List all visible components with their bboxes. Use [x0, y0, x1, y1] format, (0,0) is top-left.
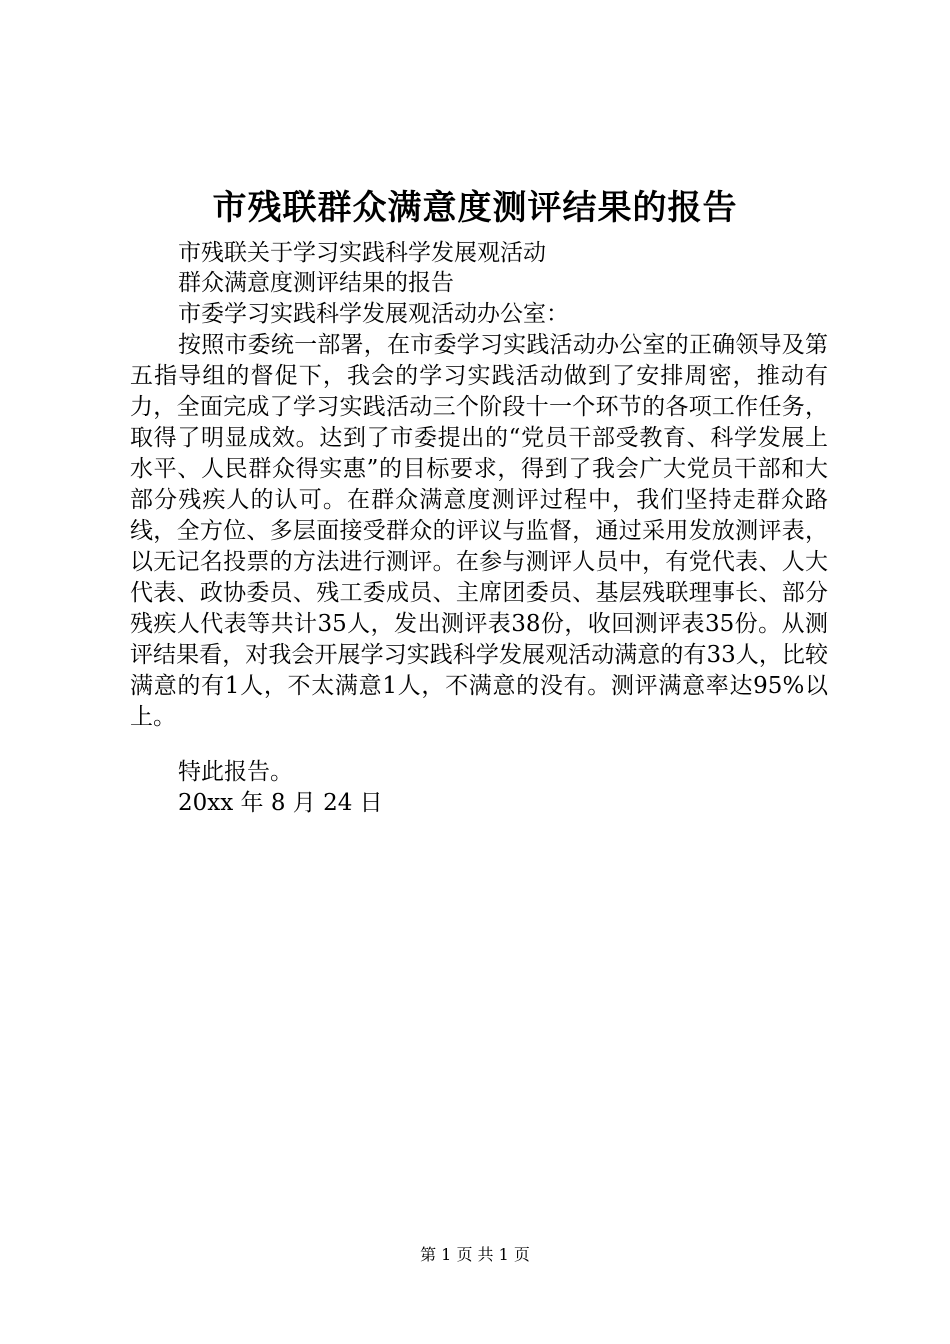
page-footer: 第 1 页 共 1 页 [420, 1245, 530, 1264]
body-paragraph: 按照市委统一部署，在市委学习实践活动办公室的正确领导及第五指导组的督促下，我会的学习实践活动做到了安排周密，推动有力，全面完成了学习实践活动三个阶段十一个环节的各项工作任务，取得了明显成效。达到了市委提出的“党员干部受教育、科学发展上水平、人民群众得实惠”的目标要求，得到了我会广大党员干部和大部分残疾人的认可。在群众满意度测评过程中，我们坚持走群众路线，全方位、多层面接受群众的评议与监督，通过采用发放测评表，以无记名投票的方法进行测评。在参与测评人员中，有党代表、人大代表、政协委员、残工委成员、主席团委员、基层残联理事长、部分残疾人代表等共计35人，发出测评表38份，收回测评表35份。从测评结果看，对我会开展学习实践科学发展观活动满意的有33人，比较满意的有1人，不太满意1人，不满意的没有。测评满意率达95%以上。 [130, 332, 828, 730]
addressee: 市委学习实践科学发展观活动办公室： [178, 301, 569, 327]
report-date: 20xx 年 8 月 24 日 [178, 790, 383, 816]
document-title: 市残联群众满意度测评结果的报告 [212, 188, 738, 228]
closing-line: 特此报告。 [178, 759, 293, 785]
subtitle-line-2: 群众满意度测评结果的报告 [178, 270, 454, 296]
subtitle-line-1: 市残联关于学习实践科学发展观活动 [178, 240, 546, 266]
